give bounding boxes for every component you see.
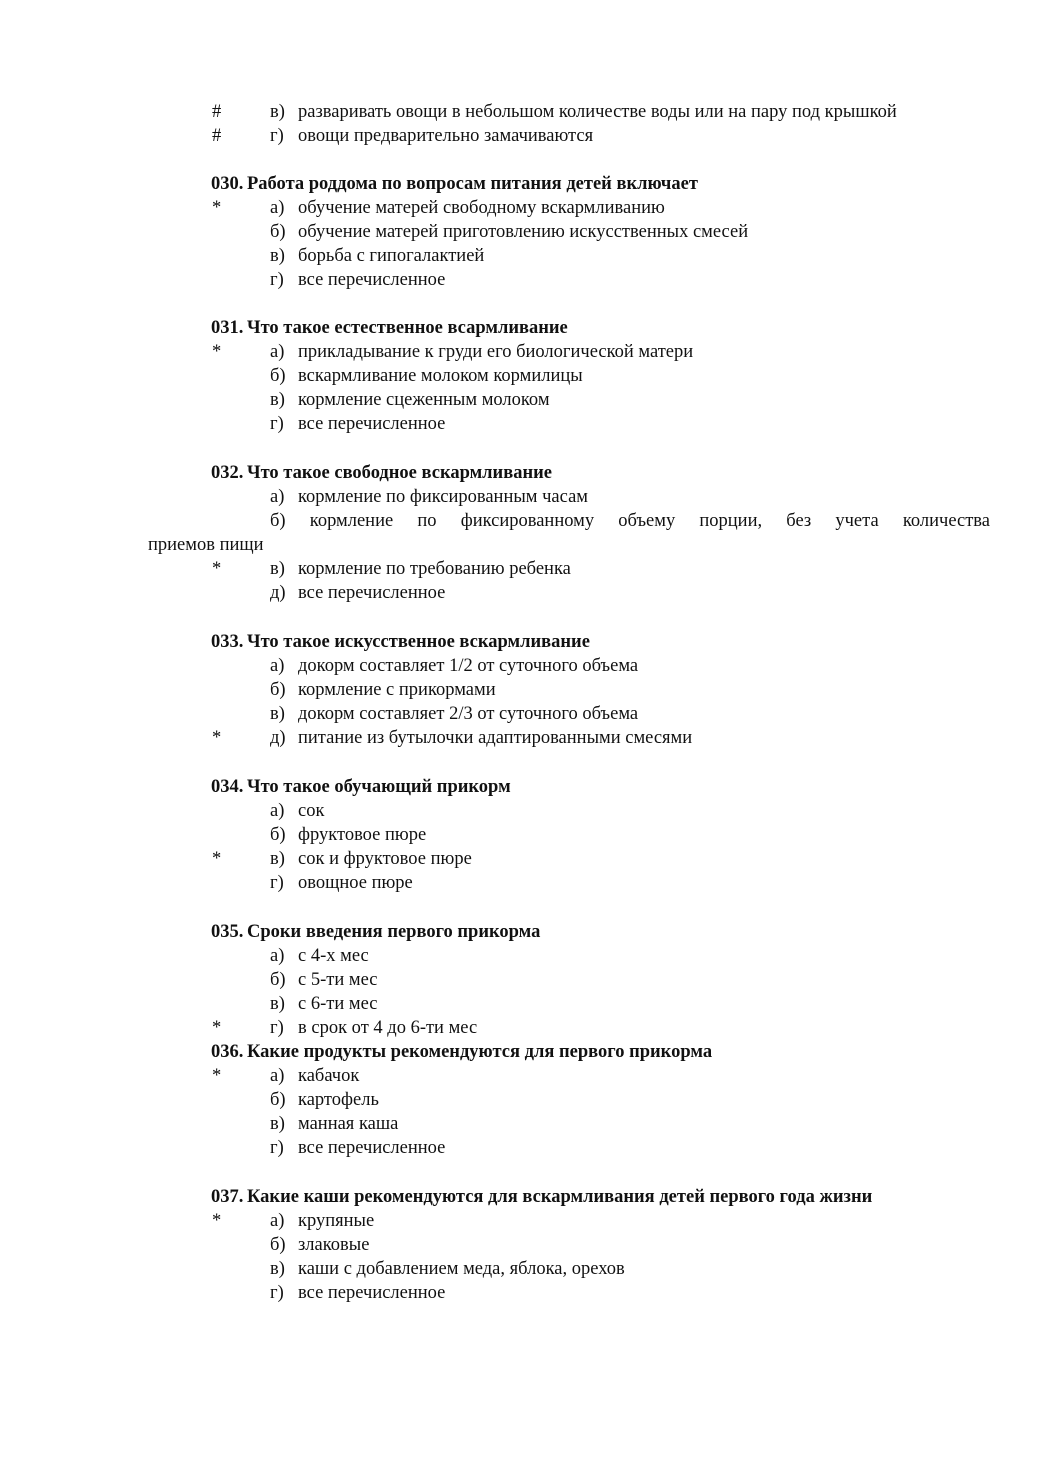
option-text: обучение матерей свободному вскармливанию [298, 198, 665, 218]
option-text: кормление сцеженным молоком [298, 390, 550, 410]
question-number: 037. [211, 1187, 244, 1207]
option-text: кормление по требованию ребенка [298, 559, 571, 579]
option-text: докорм составляет 2/3 от суточного объема [298, 704, 639, 724]
option-letter: а) [270, 1066, 285, 1086]
question-number: 035. [211, 922, 244, 942]
option-text: с 4-х мес [298, 946, 369, 966]
option-text: каши с добавлением меда, яблока, орехов [298, 1259, 625, 1279]
option-letter: б) [270, 366, 286, 386]
option-text: крупяные [298, 1211, 375, 1231]
option-letter: б) [270, 1235, 286, 1255]
option-letter: б) [270, 970, 286, 990]
option-letter: г) [270, 1283, 284, 1303]
option-text: овощное пюре [298, 873, 413, 893]
option-text: все перечисленное [298, 270, 446, 290]
question-title: Что такое искусственное вскармливание [247, 632, 590, 652]
correct-answer-mark: * [212, 1066, 222, 1086]
option-letter: а) [270, 801, 285, 821]
option-text-continuation: приемов пищи [148, 535, 264, 555]
question-title: Какие продукты рекомендуются для первого прикорма [247, 1042, 713, 1062]
option-letter: г) [270, 1138, 284, 1158]
correct-answer-mark: * [212, 1018, 222, 1038]
option-letter: в) [270, 1114, 285, 1134]
option-text: докорм составляет 1/2 от суточного объема [298, 656, 639, 676]
option-letter: б) [270, 680, 286, 700]
option-text: картофель [298, 1090, 379, 1110]
option-text: обучение матерей приготовлению искусственных смесей [298, 222, 749, 242]
option-letter: б) [270, 825, 286, 845]
option-text: кабачок [298, 1066, 360, 1086]
option-letter: г) [270, 126, 284, 146]
option-letter: в) [270, 390, 285, 410]
option-text: все перечисленное [298, 414, 446, 434]
option-letter: в) [270, 849, 285, 869]
option-text: вскармливание молоком кормилицы [298, 366, 583, 386]
question-number: 036. [211, 1042, 244, 1062]
correct-answer-mark: * [212, 342, 222, 362]
option-text: кормление по фиксированному объему порции, без учета количества [309, 511, 990, 531]
option-letter: д) [270, 583, 286, 603]
option-text: с 6-ти мес [298, 994, 378, 1014]
option-letter: а) [270, 487, 285, 507]
option-letter: в) [270, 704, 285, 724]
option-text: манная каша [298, 1114, 399, 1134]
question-number: 034. [211, 777, 244, 797]
option-letter: в) [270, 559, 285, 579]
correct-answer-mark: * [212, 849, 222, 869]
hash-mark: # [212, 102, 222, 122]
hash-mark: # [212, 126, 222, 146]
option-text: разваривать овощи в небольшом количестве воды или на пару под крышкой [298, 102, 897, 122]
option-letter: г) [270, 270, 284, 290]
question-title: Сроки введения первого прикорма [247, 922, 541, 942]
correct-answer-mark: * [212, 1211, 222, 1231]
option-text: сок и фруктовое пюре [298, 849, 472, 869]
option-letter: г) [270, 1018, 284, 1038]
option-text: овощи предварительно замачиваются [298, 126, 594, 146]
option-text: все перечисленное [298, 1283, 446, 1303]
option-text: прикладывание к груди его биологической матери [298, 342, 694, 362]
option-text: питание из бутылочки адаптированными смесями [298, 728, 693, 748]
option-justified-line [270, 509, 990, 533]
option-text: кормление по фиксированным часам [298, 487, 588, 507]
question-number: 030. [211, 174, 244, 194]
question-title: Какие каши рекомендуются для вскармливания детей первого года жизни [247, 1187, 873, 1207]
option-letter: б) [270, 222, 286, 242]
option-letter: б) [270, 511, 286, 531]
option-letter: в) [270, 994, 285, 1014]
option-text: фруктовое пюре [298, 825, 427, 845]
option-text: с 5-ти мес [298, 970, 378, 990]
option-text: в срок от 4 до 6-ти мес [298, 1018, 478, 1038]
option-letter: в) [270, 102, 285, 122]
option-letter: а) [270, 1211, 285, 1231]
option-letter: д) [270, 728, 286, 748]
option-text: все перечисленное [298, 1138, 446, 1158]
option-text: кормление с прикормами [298, 680, 496, 700]
question-number: 031. [211, 318, 244, 338]
option-text: злаковые [298, 1235, 370, 1255]
question-number: 032. [211, 463, 244, 483]
option-letter: г) [270, 873, 284, 893]
question-title: Работа роддома по вопросам питания детей включает [247, 174, 698, 194]
option-text: борьба с гипогалактией [298, 246, 485, 266]
option-letter: г) [270, 414, 284, 434]
option-letter: а) [270, 342, 285, 362]
option-letter: а) [270, 946, 285, 966]
option-letter: а) [270, 198, 285, 218]
question-number: 033. [211, 632, 244, 652]
option-text: все перечисленное [298, 583, 446, 603]
option-letter: а) [270, 656, 285, 676]
option-text: сок [298, 801, 325, 821]
question-title: Что такое обучающий прикорм [247, 777, 511, 797]
option-letter: б) [270, 1090, 286, 1110]
question-title: Что такое свободное вскармливание [247, 463, 552, 483]
correct-answer-mark: * [212, 559, 222, 579]
option-letter: в) [270, 1259, 285, 1279]
correct-answer-mark: * [212, 198, 222, 218]
option-letter: в) [270, 246, 285, 266]
question-title: Что такое естественное всармливание [247, 318, 568, 338]
correct-answer-mark: * [212, 728, 222, 748]
